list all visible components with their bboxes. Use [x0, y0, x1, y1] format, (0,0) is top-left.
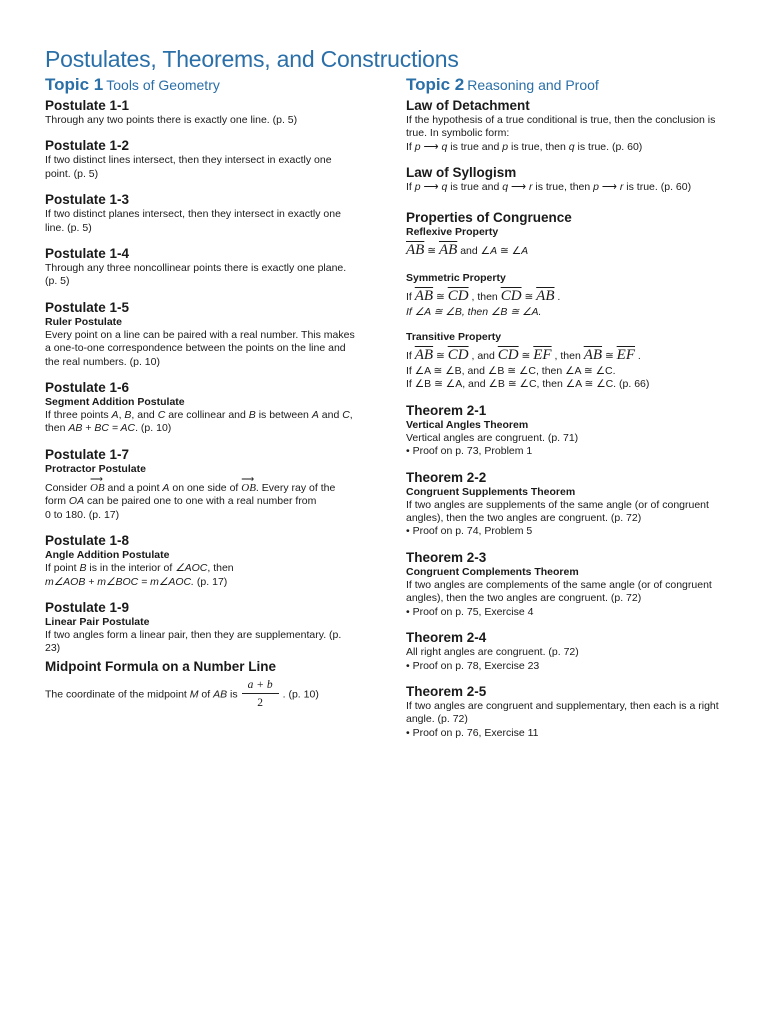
- section-title: Midpoint Formula on a Number Line: [45, 658, 276, 674]
- section-title: Law of Detachment: [406, 98, 530, 113]
- left-column: [45, 76, 357, 722]
- proof-reference: • Proof on p. 75, Exercise 4: [406, 605, 534, 618]
- properties-of-congruence: [406, 209, 730, 392]
- proof-reference: • Proof on p. 78, Exercise 23: [406, 659, 540, 672]
- proof-reference: • Proof on p. 73, Problem 1: [406, 445, 533, 458]
- topic-number: Topic 1: [45, 75, 104, 94]
- section-title: Theorem 2-3: [406, 549, 487, 565]
- reflexive-property-text: $\overline{AB}$ ≅ $\overline{AB}$ and ∠A ≅ ∠A: [406, 241, 529, 258]
- postulate-1-7: [45, 446, 357, 522]
- section-title: Theorem 2-1: [406, 402, 487, 418]
- section-text: If p ⟶ q is true and q ⟶ r is true, then p ⟶ r is true. (p. 60): [406, 181, 692, 194]
- topic-name: Tools of Geometry: [106, 77, 220, 93]
- postulate-1-5: [45, 299, 357, 369]
- section-title: Law of Syllogism: [406, 165, 517, 181]
- midpoint-fraction: $\frac{a + b}{2}$: [242, 677, 279, 712]
- symmetric-property-angles: If ∠A ≅ ∠B, then ∠B ≅ ∠A.: [406, 305, 542, 318]
- section-subtitle: Ruler Postulate: [45, 315, 123, 328]
- postulate-1-3: [45, 191, 357, 235]
- section-text: If two distinct planes intersect, then they intersect in exactly one line. (p. 5): [45, 208, 341, 234]
- section-title: Postulate 1-5: [45, 299, 130, 315]
- section-title: Theorem 2-4: [406, 630, 487, 646]
- section-text: If point B is in the interior of ∠AOC, then m∠AOB + m∠BOC = m∠AOC. (p. 17): [45, 562, 234, 588]
- postulate-1-9: [45, 599, 357, 656]
- section-text: If two angles are supplements of the same angle (or of congruent angles), then the two angles are congruent. (p. 72): [406, 498, 709, 525]
- transitive-property-text: If $\overline{AB}$ ≅ $\overline{CD}$ , and $\overline{CD}$ ≅ $\overline{EF}$ , then $\overline{AB}$ ≅ $\overline{EF}$ .: [406, 347, 641, 364]
- section-text: Through any two points there is exactly one line. (p. 5): [45, 114, 298, 126]
- section-text: If two distinct lines intersect, then they intersect in exactly one point. (p. 5): [45, 154, 332, 180]
- ray-ob: ⟶ OB: [241, 482, 256, 495]
- section-title: Postulate 1-6: [45, 380, 130, 396]
- section-subtitle: Congruent Supplements Theorem: [406, 485, 576, 498]
- section-title: Postulate 1-9: [45, 599, 130, 615]
- topic-1-heading: [45, 76, 357, 95]
- section-title: Postulate 1-4: [45, 246, 130, 262]
- section-title: Postulate 1-1: [45, 98, 130, 113]
- topic-2-heading: [406, 76, 730, 95]
- section-text: If two angles are congruent and supplementary, then each is a right angle. (p. 72): [406, 699, 719, 726]
- section-subtitle: Linear Pair Postulate: [45, 615, 150, 628]
- theorem-2-2: [406, 469, 730, 539]
- reflexive-property-title: Reflexive Property: [406, 225, 499, 238]
- section-title: Theorem 2-5: [406, 683, 487, 699]
- theorem-2-3: [406, 549, 730, 619]
- section-title: Theorem 2-2: [406, 469, 487, 485]
- ray-ob: ⟶ OB: [90, 482, 105, 495]
- section-text-symbolic: If p ⟶ q is true and p is true, then q is true. (p. 60): [406, 140, 643, 153]
- section-subtitle: Segment Addition Postulate: [45, 396, 185, 409]
- section-text: The coordinate of the midpoint M of AB is $\frac{a + b}{2}$ . (p. 10): [45, 677, 357, 712]
- section-subtitle: Protractor Postulate: [45, 462, 146, 475]
- section-text: Through any three noncollinear points there is exactly one plane.(p. 5): [45, 262, 347, 288]
- postulate-1-2: [45, 137, 357, 181]
- section-text: Every point on a line can be paired with a real number. This makes a one-to-one correspondence between the points on the line and the real numbers. (p. 10): [45, 328, 355, 368]
- section-subtitle: Vertical Angles Theorem: [406, 418, 529, 431]
- transitive-property-angles-1: If ∠A ≅ ∠B, and ∠B ≅ ∠C, then ∠A ≅ ∠C.: [406, 365, 616, 378]
- section-title: Postulate 1-7: [45, 446, 130, 462]
- right-column: [406, 76, 730, 750]
- section-title: Properties of Congruence: [406, 209, 572, 225]
- page-title: Postulates, Theorems, and Constructions: [45, 46, 459, 72]
- section-title: Postulate 1-3: [45, 192, 130, 208]
- section-text: If the hypothesis of a true conditional is true, then the conclusion is true. In symbolic form:: [406, 114, 716, 140]
- topic-number: Topic 2: [406, 75, 465, 94]
- transitive-property-angles-2: If ∠B ≅ ∠A, and ∠B ≅ ∠C, then ∠A ≅ ∠C. (p. 66): [406, 378, 650, 391]
- section-title: Postulate 1-2: [45, 138, 130, 154]
- section-subtitle: Congruent Complements Theorem: [406, 565, 579, 578]
- section-title: Postulate 1-8: [45, 533, 130, 549]
- proof-reference: • Proof on p. 74, Problem 5: [406, 525, 533, 538]
- postulate-1-6: [45, 379, 357, 436]
- section-text: If three points A, B, and C are collinear and B is between A and C, then AB + BC = AC. (p. 10): [45, 409, 353, 435]
- theorem-2-4: [406, 629, 730, 673]
- theorem-2-5: [406, 683, 730, 740]
- symmetric-property-text: If $\overline{AB}$ ≅ $\overline{CD}$ , then $\overline{CD}$ ≅ $\overline{AB}$ .: [406, 287, 561, 304]
- symmetric-property-title: Symmetric Property: [406, 271, 506, 284]
- postulate-1-8: [45, 532, 357, 589]
- theorem-2-1: [406, 402, 730, 459]
- section-subtitle: Angle Addition Postulate: [45, 549, 170, 562]
- section-text: Vertical angles are congruent. (p. 71): [406, 431, 579, 444]
- postulate-1-1: [45, 97, 357, 127]
- law-of-detachment: [406, 97, 730, 154]
- section-text: If two angles are complements of the same angle (or of congruent angles), then the two angles are congruent. (p. 72): [406, 578, 712, 605]
- postulate-1-4: [45, 245, 357, 289]
- section-text: Consider ⟶ OB and a point A on one side of ⟶ OB. Every ray of the form OA can be paired one to one with a real number from 0 to 180. (p. 17): [45, 482, 357, 522]
- transitive-property-title: Transitive Property: [406, 331, 502, 344]
- section-text: All right angles are congruent. (p. 72): [406, 646, 579, 659]
- section-text: If two angles form a linear pair, then they are supplementary. (p. 23): [45, 628, 342, 655]
- proof-reference: • Proof on p. 76, Exercise 11: [406, 726, 539, 739]
- midpoint-formula: [45, 658, 357, 712]
- topic-name: Reasoning and Proof: [467, 77, 599, 93]
- law-of-syllogism: [406, 164, 730, 194]
